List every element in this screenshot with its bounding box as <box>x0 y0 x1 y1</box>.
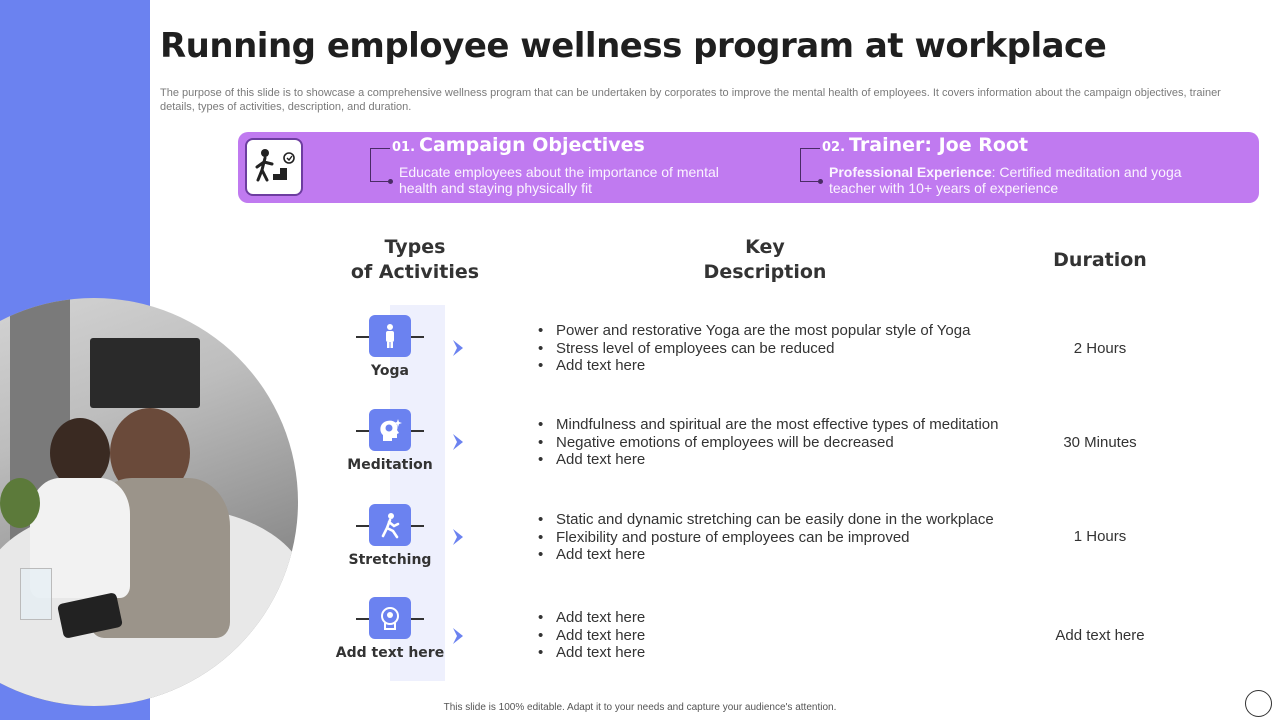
presenter-stairs-icon <box>245 138 303 196</box>
list-item: • Add text here <box>538 357 970 375</box>
slide-corner-circle <box>1245 690 1272 717</box>
description-header-line2: Description <box>703 261 827 283</box>
trainer-heading <box>822 134 1222 156</box>
trainer-text <box>829 164 1222 196</box>
chevron-right-icon <box>449 432 469 452</box>
activity-label: Yoga <box>371 363 409 379</box>
trainer-number: 02. <box>822 140 846 155</box>
activities-header-line1: Types <box>384 236 446 258</box>
trainer-info <box>822 134 1222 196</box>
activity-yoga <box>330 315 450 379</box>
list-item: • Add text here <box>538 609 645 627</box>
page-subtitle: The purpose of this slide is to showcase a comprehensive wellness program that can be undertaken by corporates to improve the mental health of employees. It covers information about the campaign objectives, trainer details, types of activities, description, and duration. <box>160 87 1221 113</box>
objective-title: Campaign Objectives <box>419 134 645 156</box>
chevron-right-icon <box>449 338 469 358</box>
objective-number: 01. <box>392 140 416 155</box>
activity-meditation <box>330 409 450 473</box>
list-item: • Add text here <box>538 644 645 662</box>
description-list-custom <box>538 609 645 662</box>
trainer-title: Trainer: Joe Root <box>849 134 1029 156</box>
office-photo <box>0 298 298 706</box>
description-header-line1: Key <box>745 236 785 258</box>
page-title: Running employee wellness program at workplace <box>160 26 1107 66</box>
list-item: • Negative emotions of employees will be decreased <box>538 434 998 452</box>
list-item: • Static and dynamic stretching can be easily done in the workplace <box>538 511 994 529</box>
campaign-objectives <box>392 134 752 196</box>
yoga-person-icon <box>369 315 411 357</box>
list-item: • Add text here <box>538 546 994 564</box>
activity-stretching <box>330 504 450 568</box>
footer-note: This slide is 100% editable. Adapt it to your needs and capture your audience's attention. <box>443 702 837 713</box>
activity-label: Meditation <box>347 457 433 473</box>
objective-heading <box>392 134 752 156</box>
activity-custom <box>330 597 450 661</box>
duration-meditation: 30 Minutes <box>1063 434 1137 451</box>
chevron-right-icon <box>449 527 469 547</box>
list-item: • Power and restorative Yoga are the most popular style of Yoga <box>538 322 970 340</box>
stretching-person-icon <box>369 504 411 546</box>
activities-header <box>330 235 500 285</box>
wellness-head-icon <box>369 597 411 639</box>
objective-text: Educate employees about the importance of mental health and staying physically fit <box>399 164 719 196</box>
trainer-experience-text: : Certified meditation and yoga teacher with 10+ years of experience <box>829 164 1182 196</box>
objective-bracket <box>370 148 390 182</box>
duration-yoga: 2 Hours <box>1073 340 1127 357</box>
duration-stretching: 1 Hours <box>1073 528 1127 545</box>
list-item: • Mindfulness and spiritual are the most effective types of meditation <box>538 416 998 434</box>
description-list-meditation <box>538 416 998 469</box>
duration-header: Duration <box>1053 249 1147 271</box>
duration-custom: Add text here <box>1055 627 1145 644</box>
chevron-right-icon <box>449 626 469 646</box>
activity-label: Stretching <box>348 552 432 568</box>
list-item: • Stress level of employees can be reduced <box>538 340 970 358</box>
description-header <box>680 235 850 285</box>
meditation-head-icon <box>369 409 411 451</box>
description-list-yoga <box>538 322 970 375</box>
activities-header-line2: of Activities <box>350 261 480 283</box>
list-item: • Add text here <box>538 451 998 469</box>
trainer-bracket <box>800 148 820 182</box>
list-item: • Flexibility and posture of employees can be improved <box>538 529 994 547</box>
description-list-stretching <box>538 511 994 564</box>
list-item: • Add text here <box>538 627 645 645</box>
activity-label: Add text here <box>335 645 445 661</box>
trainer-experience-label: Professional Experience <box>829 164 992 180</box>
